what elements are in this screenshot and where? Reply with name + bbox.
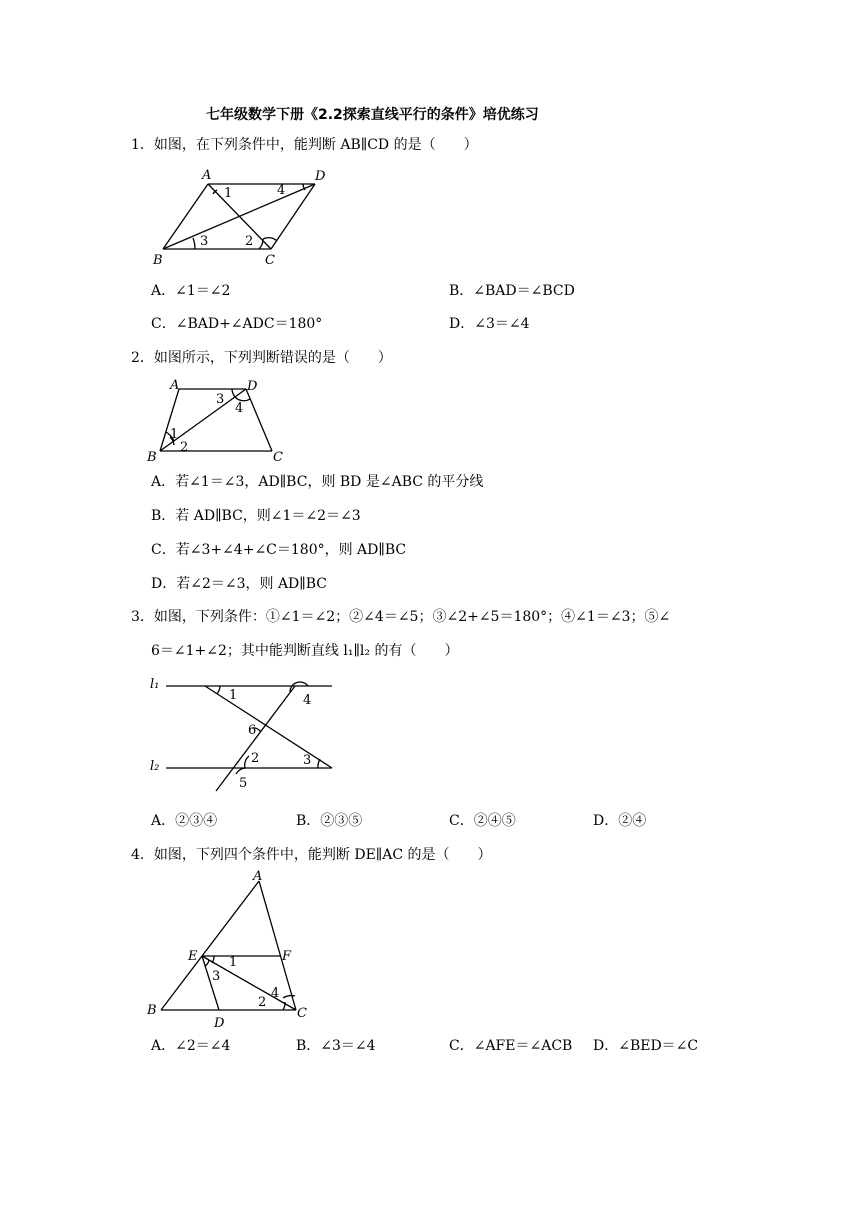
- q3-angle-5: 5: [239, 776, 248, 791]
- q3-angle-2: 2: [251, 751, 260, 766]
- q2-figure: [144, 375, 294, 465]
- q2-angle-2: 2: [180, 440, 189, 455]
- q4-angle-3: 3: [212, 969, 221, 984]
- q2-option-c[interactable]: C．若∠3+∠4+∠C＝180°，则 AD∥BC: [151, 542, 407, 558]
- q2-angle-3: 3: [216, 392, 225, 407]
- q1-angle-4: 4: [277, 183, 286, 198]
- q1-angle-3: 3: [200, 234, 209, 249]
- q3-angle-1: 1: [229, 688, 238, 703]
- q1-option-d[interactable]: D．∠3＝∠4: [449, 316, 530, 332]
- q2-option-a[interactable]: A．若∠1＝∠3，AD∥BC，则 BD 是∠ABC 的平分线: [151, 474, 484, 490]
- q3-option-b[interactable]: B．②③⑤: [296, 813, 363, 829]
- q4-point-A: A: [253, 869, 263, 884]
- q4-angle-2: 2: [258, 995, 267, 1010]
- q4-stem: 4．如图，下列四个条件中，能判断 DE∥AC 的是（ ）: [131, 847, 492, 863]
- q4-point-E: E: [188, 949, 198, 964]
- q4-option-d[interactable]: D．∠BED＝∠C: [593, 1038, 699, 1054]
- q4-angle-1: 1: [229, 955, 238, 970]
- q3-angle-3: 3: [303, 753, 312, 768]
- q2-angle-4: 4: [235, 401, 244, 416]
- q1-option-c[interactable]: C．∠BAD+∠ADC＝180°: [151, 316, 323, 332]
- q1-point-B: B: [153, 253, 163, 268]
- q2-point-C: C: [273, 450, 283, 465]
- q3-angle-6: 6: [248, 723, 257, 738]
- q4-point-C: C: [297, 1006, 307, 1021]
- q1-point-D: D: [315, 169, 326, 184]
- q1-figure: [145, 165, 345, 270]
- q1-option-b[interactable]: B．∠BAD＝∠BCD: [449, 283, 575, 299]
- q3-line-l1: l₁: [150, 677, 160, 692]
- q2-point-B: B: [147, 450, 157, 465]
- q4-point-D: D: [214, 1016, 225, 1031]
- q2-stem: 2．如图所示，下列判断错误的是（ ）: [131, 350, 392, 366]
- q4-point-F: F: [282, 949, 292, 964]
- q2-point-A: A: [170, 378, 180, 393]
- q3-stem-line1: 3．如图，下列条件：①∠1＝∠2；②∠4＝∠5；③∠2+∠5＝180°；④∠1＝∠3；⑤∠: [131, 609, 671, 625]
- q4-option-c[interactable]: C．∠AFE＝∠ACB: [449, 1038, 573, 1054]
- q2-point-D: D: [247, 379, 258, 394]
- q1-point-C: C: [265, 253, 275, 268]
- q3-line-l2: l₂: [150, 759, 160, 774]
- q4-angle-4: 4: [271, 986, 280, 1001]
- q4-option-b[interactable]: B．∠3＝∠4: [296, 1038, 376, 1054]
- q2-option-d[interactable]: D．若∠2＝∠3，则 AD∥BC: [151, 576, 328, 592]
- q3-option-c[interactable]: C．②④⑤: [449, 813, 516, 829]
- q1-angle-2: 2: [245, 234, 254, 249]
- q4-option-a[interactable]: A．∠2＝∠4: [151, 1038, 231, 1054]
- q4-figure: [143, 867, 323, 1032]
- q4-point-B: B: [147, 1003, 157, 1018]
- q3-stem-line2: 6＝∠1+∠2；其中能判断直线 l₁∥l₂ 的有（ ）: [151, 643, 459, 659]
- q1-stem: 1．如图，在下列条件中，能判断 AB∥CD 的是（ ）: [131, 137, 478, 153]
- q1-option-a[interactable]: A．∠1＝∠2: [151, 283, 231, 299]
- page-title: 七年级数学下册《2.2探索直线平行的条件》培优练习: [206, 107, 539, 123]
- q2-option-b[interactable]: B．若 AD∥BC，则∠1＝∠2＝∠3: [151, 508, 361, 524]
- q3-angle-4: 4: [303, 693, 312, 708]
- q3-figure: [140, 670, 350, 795]
- q1-point-A: A: [202, 168, 212, 183]
- q1-angle-1: 1: [224, 186, 233, 201]
- q3-option-a[interactable]: A．②③④: [151, 813, 218, 829]
- q2-angle-1: 1: [170, 427, 179, 442]
- q3-option-d[interactable]: D．②④: [593, 813, 647, 829]
